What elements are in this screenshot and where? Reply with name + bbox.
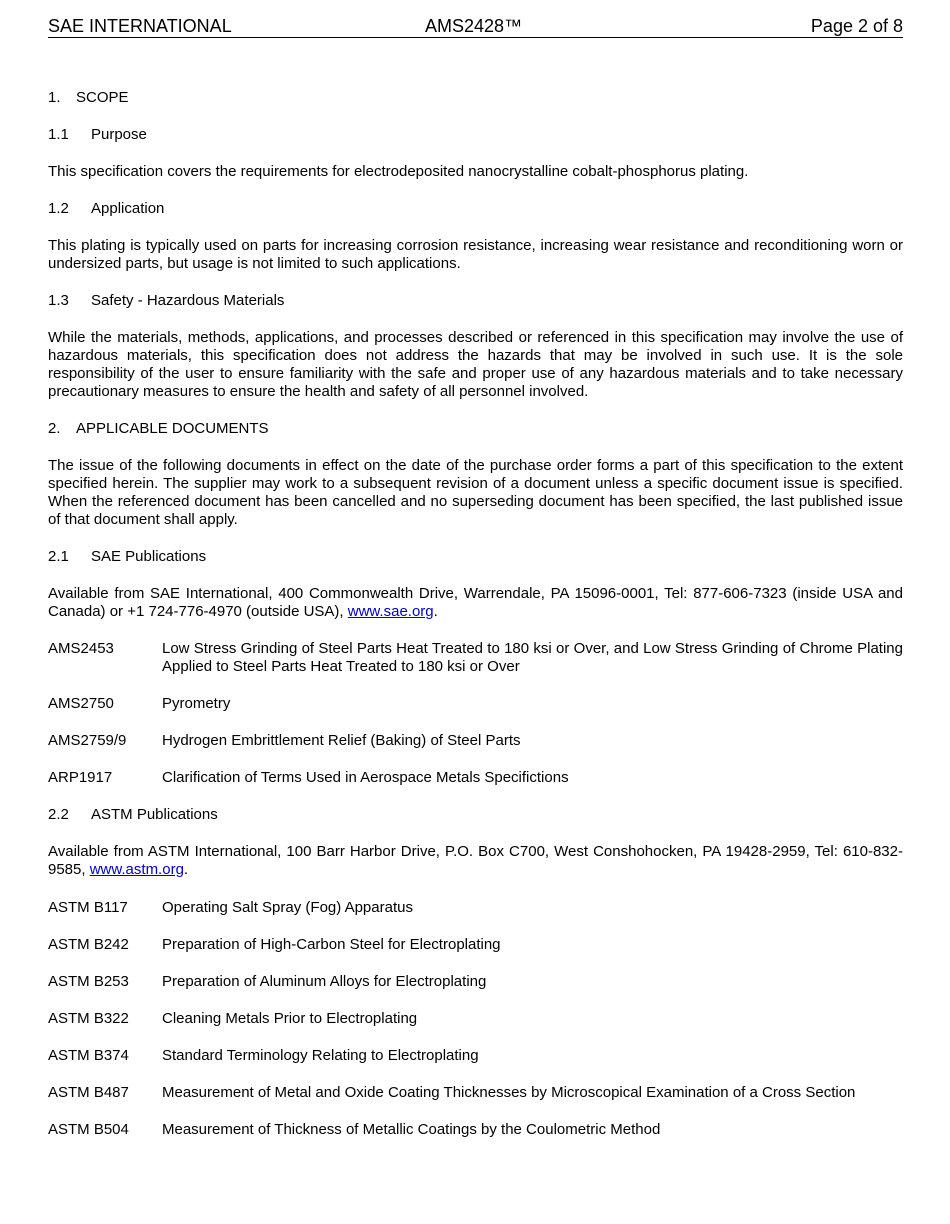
- header-doc-id: AMS2428™: [425, 16, 523, 36]
- reference-code: ASTM B487: [48, 1084, 129, 1101]
- page-header: [48, 15, 903, 38]
- reference-title: Cleaning Metals Prior to Electroplating: [162, 1010, 418, 1027]
- reference-code: ARP1917: [48, 769, 113, 786]
- reference-title: Pyrometry: [162, 695, 231, 712]
- reference-row: [48, 695, 903, 713]
- section-title: SCOPE: [76, 89, 129, 106]
- reference-code: ASTM B242: [48, 936, 129, 953]
- sae-website-link[interactable]: www.sae.org: [347, 603, 434, 620]
- reference-row: [48, 1010, 903, 1028]
- reference-code: AMS2759/9: [48, 732, 127, 749]
- reference-title: Standard Terminology Relating to Electroplating: [162, 1047, 479, 1064]
- section-title: SAE Publications: [91, 548, 207, 565]
- section-1-2-heading: [48, 200, 903, 218]
- reference-code: AMS2750: [48, 695, 114, 712]
- section-2-heading: [48, 420, 903, 438]
- section-number: 1.1: [48, 126, 69, 143]
- reference-row: [48, 899, 903, 917]
- availability-text-end: .: [433, 603, 438, 620]
- reference-title: Preparation of Aluminum Alloys for Electroplating: [162, 973, 487, 990]
- reference-title: Hydrogen Embrittlement Relief (Baking) of Steel Parts: [162, 732, 521, 749]
- reference-code: ASTM B117: [48, 899, 128, 916]
- section-2-2-text: [48, 843, 903, 879]
- availability-text: Available from SAE International, 400 Commonwealth Drive, Warrendale, PA 15096-0001, Tel: 877-606-7323 (inside USA and Canada) or +1 724-776-4970 (outside USA),: [48, 585, 903, 620]
- section-number: 2.1: [48, 548, 69, 565]
- section-number: 2.: [48, 420, 61, 437]
- section-2-text: The issue of the following documents in effect on the date of the purchase order forms a part of this specification to the extent specified herein. The supplier may work to a subsequent revision of a document unless a specific document issue is specified. When the referenced document has been cancelled and no superseding document has been specified, the last published issue of that document shall apply.: [48, 457, 903, 528]
- reference-row: [48, 1047, 903, 1065]
- section-2-2-heading: [48, 806, 903, 824]
- reference-row: [48, 973, 903, 991]
- reference-row: [48, 936, 903, 954]
- reference-row: [48, 732, 903, 750]
- section-number: 2.2: [48, 806, 69, 823]
- reference-title: Measurement of Metal and Oxide Coating Thicknesses by Microscopical Examination of a Cross Section: [162, 1084, 856, 1101]
- section-2-1-text: [48, 585, 903, 621]
- reference-row: [48, 1121, 903, 1139]
- section-1-1-text: This specification covers the requirements for electrodeposited nanocrystalline cobalt-phosphorus plating.: [48, 163, 749, 180]
- section-2-1-heading: [48, 548, 903, 566]
- reference-row: [48, 769, 903, 787]
- section-1-1-heading: [48, 126, 903, 144]
- reference-title: Measurement of Thickness of Metallic Coatings by the Coulometric Method: [162, 1121, 661, 1138]
- section-number: 1.: [48, 89, 61, 106]
- section-1-3-heading: [48, 292, 903, 310]
- reference-code: AMS2453: [48, 640, 114, 657]
- reference-code: ASTM B322: [48, 1010, 129, 1027]
- header-org: SAE INTERNATIONAL: [48, 16, 232, 36]
- reference-title: Low Stress Grinding of Steel Parts Heat Treated to 180 ksi or Over, and Low Stress Grinding of Chrome Plating Applied to Steel Parts Heat Treated to 180 ksi or Over: [162, 640, 903, 675]
- astm-website-link[interactable]: www.astm.org: [89, 861, 184, 878]
- reference-row: [48, 1084, 903, 1102]
- section-1-3-text: While the materials, methods, applications, and processes described or referenced in this specification may involve the use of hazardous materials, this specification does not address the hazards that may be involved in such use. It is the sole responsibility of the user to ensure familiarity with the safe and proper use of any hazardous materials and to take necessary precautionary measures to ensure the health and safety of all personnel involved.: [48, 329, 903, 400]
- section-title: APPLICABLE DOCUMENTS: [76, 420, 269, 437]
- reference-code: ASTM B253: [48, 973, 129, 990]
- reference-code: ASTM B374: [48, 1047, 129, 1064]
- section-1-heading: [48, 89, 903, 107]
- header-page-number: Page 2 of 8: [810, 16, 903, 36]
- section-title: Purpose: [91, 126, 147, 143]
- section-number: 1.3: [48, 292, 69, 309]
- reference-title: Preparation of High-Carbon Steel for Electroplating: [162, 936, 501, 953]
- reference-row: [48, 640, 903, 676]
- section-title: Application: [91, 200, 165, 217]
- availability-text: Available from ASTM International, 100 Barr Harbor Drive, P.O. Box C700, West Conshohocken, PA 19428-2959, Tel: 610-832-9585,: [48, 843, 903, 878]
- reference-title: Clarification of Terms Used in Aerospace Metals Specifictions: [162, 769, 569, 786]
- section-number: 1.2: [48, 200, 69, 217]
- section-title: ASTM Publications: [91, 806, 218, 823]
- reference-code: ASTM B504: [48, 1121, 129, 1138]
- section-title: Safety - Hazardous Materials: [91, 292, 285, 309]
- availability-text-end: .: [183, 861, 189, 878]
- reference-title: Operating Salt Spray (Fog) Apparatus: [162, 899, 413, 916]
- section-1-2-text: This plating is typically used on parts for increasing corrosion resistance, increasing wear resistance and reconditioning worn or undersized parts, but usage is not limited to such applications.: [48, 237, 903, 272]
